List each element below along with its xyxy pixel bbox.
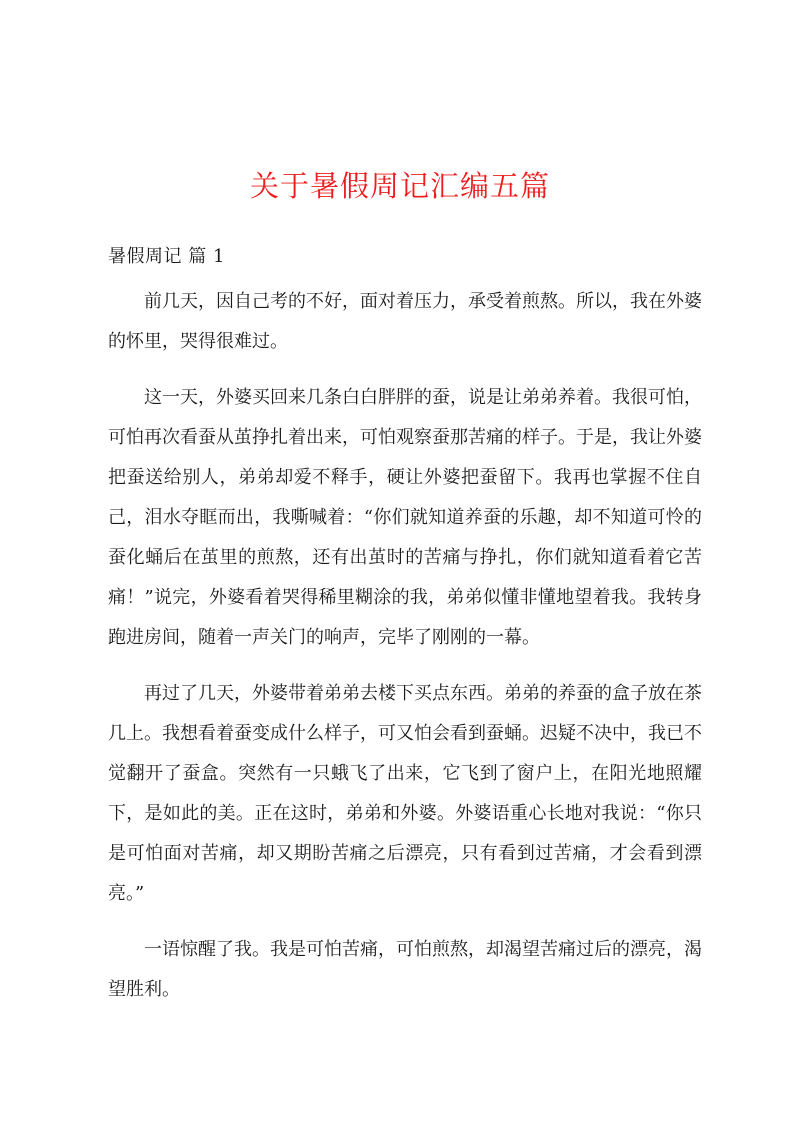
paragraph-3: 再过了几天，外婆带着弟弟去楼下买点东西。弟弟的养蚕的盒子放在茶几上。我想看着蚕变成什么样子，可又怕会看到蚕蛹。迟疑不决中，我已不觉翻开了蚕盒。突然有一只蛾飞了出来，它飞到了窗户上，在阳光地照耀下，是如此的美。正在这时，弟弟和外婆。外婆语重心长地对我说：“你只是可怕面对苦痛，却又期盼苦痛之后漂亮，只有看到过苦痛，才会看到漂亮。” bbox=[108, 683, 702, 904]
section-heading: 暑假周记 篇 1 bbox=[108, 246, 225, 267]
paragraph-1: 前几天，因自己考的不好，面对着压力，承受着煎熬。所以，我在外婆的怀里，哭得很难过。 bbox=[108, 291, 702, 352]
paragraph-4: 一语惊醒了我。我是可怕苦痛，可怕煎熬，却渴望苦痛过后的漂亮，渴望胜利。 bbox=[108, 939, 702, 1000]
paragraph-2: 这一天，外婆买回来几条白白胖胖的蚕，说是让弟弟养着。我很可怕，可怕再次看蚕从茧挣扎着出来，可怕观察蚕那苦痛的样子。于是，我让外婆把蚕送给别人，弟弟却爱不释手，硬让外婆把蚕留下。我再也掌握不住自己，泪水夺眶而出，我嘶喊着：“你们就知道养蚕的乐趣，却不知道可怜的蚕化蛹后在茧里的煎熬，还有出茧时的苦痛与挣扎，你们就知道看着它苦痛！”说完，外婆看着哭得稀里糊涂的我，弟弟似懂非懂地望着我。我转身跑进房间，随着一声关门的响声，完毕了刚刚的一幕。 bbox=[108, 387, 702, 648]
document-body bbox=[108, 282, 702, 1026]
document-title: 关于暑假周记汇编五篇 bbox=[249, 169, 550, 203]
